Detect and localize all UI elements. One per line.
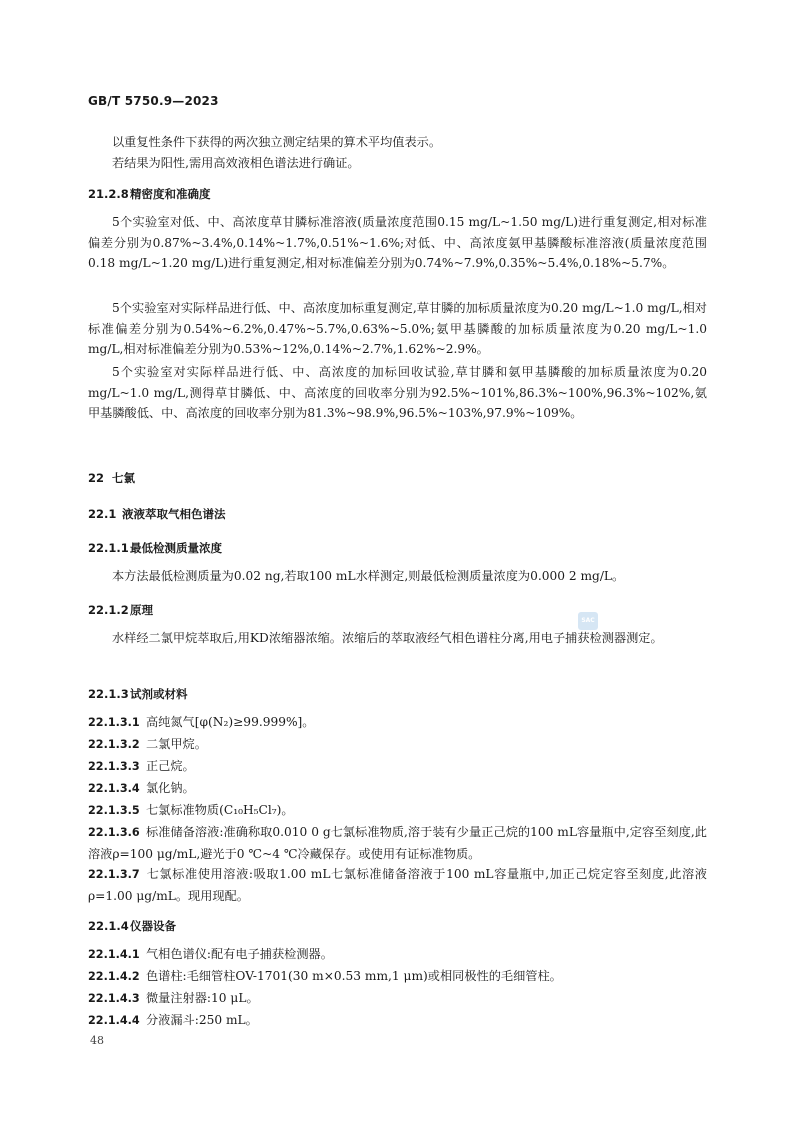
item-number: 22.1.4.1 — [88, 948, 140, 961]
paragraph: 5个实验室对实际样品进行低、中、高浓度加标重复测定,草甘膦的加标质量浓度为0.20 mg/L~1.0 mg/L,相对标准偏差分别为0.54%~6.2%,0.47%~5.7%,0.63%~5.0%;氨甲基膦酸的加标质量浓度为0.20 mg/L~1.0 mg/L,相对标准偏差分别为0.53%~12%,0.14%~2.7%,1.62%~2.9%。 — [88, 301, 707, 357]
section-heading — [88, 470, 707, 486]
item-number: 22.1.3.6 — [88, 826, 140, 839]
standard-code: GB/T 5750.9—2023 — [88, 94, 219, 108]
item-text: 标准储备溶液:准确称取0.010 0 g七氯标准物质,溶于装有少量正己烷的100 mL容量瓶中,定容至刻度,此溶液ρ=100 μg/mL,避光于0 ℃~4 ℃冷藏保存。或使用有证标准物质。 — [88, 825, 707, 861]
section-heading — [88, 602, 707, 618]
section-title: 原理 — [130, 603, 153, 617]
item-text: 高纯氮气[φ(N₂)≥99.999%]。 — [146, 715, 315, 729]
item-number: 22.1.4.2 — [88, 970, 140, 983]
page-number: 48 — [90, 1034, 104, 1047]
list-item — [88, 800, 765, 822]
section-title: 精密度和准确度 — [130, 187, 211, 201]
section-number: 22.1.1 — [88, 541, 129, 555]
text-line: 以重复性条件下获得的两次独立测定结果的算术平均值表示。 — [112, 135, 442, 149]
section-heading — [88, 918, 707, 934]
section-number: 22 — [88, 471, 105, 485]
list-item — [88, 822, 707, 864]
section-number: 22.1.2 — [88, 603, 129, 617]
list-item — [88, 864, 707, 906]
item-text: 气相色谱仪:配有电子捕获检测器。 — [146, 947, 333, 961]
section-title: 液液萃取气相色谱法 — [122, 507, 226, 521]
section-heading — [88, 540, 707, 556]
item-number: 22.1.3.1 — [88, 716, 140, 729]
section-title: 七氯 — [112, 471, 135, 485]
item-text: 正己烷。 — [146, 759, 195, 773]
item-text: 分液漏斗:250 mL。 — [146, 1013, 258, 1027]
section-title: 仪器设备 — [130, 919, 176, 933]
section-heading — [88, 686, 707, 702]
list-item — [88, 712, 765, 734]
list-item — [88, 1010, 765, 1032]
item-text: 二氯甲烷。 — [146, 737, 207, 751]
text-line: 若结果为阳性,需用高效液相色谱法进行确证。 — [112, 156, 360, 170]
section-heading — [88, 506, 707, 522]
item-number: 22.1.3.3 — [88, 760, 140, 773]
item-number: 22.1.3.4 — [88, 782, 140, 795]
list-item — [88, 988, 765, 1010]
section-heading — [88, 186, 707, 202]
item-text: 色谱柱:毛细管柱OV-1701(30 m×0.53 mm,1 μm)或相同极性的毛细管柱。 — [146, 969, 562, 983]
sac-watermark-logo: SAC — [578, 612, 598, 630]
item-number: 22.1.4.4 — [88, 1014, 140, 1027]
section-number: 22.1 — [88, 507, 117, 521]
section-number: 21.2.8 — [88, 187, 129, 201]
item-text: 氯化钠。 — [146, 781, 195, 795]
paragraph: 本方法最低检测质量为0.02 ng,若取100 mL水样测定,则最低检测质量浓度为0.000 2 mg/L。 — [112, 569, 625, 583]
section-number: 22.1.3 — [88, 687, 129, 701]
item-text: 七氯标准使用溶液:吸取1.00 mL七氯标准储备溶液于100 mL容量瓶中,加正己烷定容至刻度,此溶液ρ=1.00 μg/mL。现用现配。 — [88, 867, 707, 903]
list-item — [88, 734, 765, 756]
list-item — [88, 778, 765, 800]
section-title: 试剂或材料 — [130, 687, 188, 701]
paragraph: 水样经二氯甲烷萃取后,用KD浓缩器浓缩。浓缩后的萃取液经气相色谱柱分离,用电子捕获检测器测定。 — [112, 631, 663, 645]
list-item — [88, 944, 765, 966]
item-number: 22.1.3.5 — [88, 804, 140, 817]
list-item — [88, 756, 765, 778]
paragraph: 5个实验室对低、中、高浓度草甘膦标准溶液(质量浓度范围0.15 mg/L~1.50 mg/L)进行重复测定,相对标准偏差分别为0.87%~3.4%,0.14%~1.7%,0.51%~1.6%;对低、中、高浓度氨甲基膦酸标准溶液(质量浓度范围0.18 mg/L~1.20 mg/L)进行重复测定,相对标准偏差分别为0.74%~7.9%,0.35%~5.4%,0.18%~5.7%。 — [88, 215, 707, 271]
section-number: 22.1.4 — [88, 919, 129, 933]
list-item — [88, 966, 765, 988]
section-title: 最低检测质量浓度 — [130, 541, 222, 555]
paragraph: 5个实验室对实际样品进行低、中、高浓度的加标回收试验,草甘膦和氨甲基膦酸的加标质量浓度为0.20 mg/L~1.0 mg/L,测得草甘膦低、中、高浓度的回收率分别为92.5%~101%,86.3%~100%,96.3%~102%,氨甲基膦酸低、中、高浓度的回收率分别为81.3%~98.9%,96.5%~103%,97.9%~109%。 — [88, 365, 707, 421]
item-number: 22.1.3.2 — [88, 738, 140, 751]
item-number: 22.1.4.3 — [88, 992, 140, 1005]
item-number: 22.1.3.7 — [88, 868, 140, 881]
item-text: 七氯标准物质(C₁₀H₅Cl₇)。 — [146, 803, 294, 817]
item-text: 微量注射器:10 μL。 — [146, 991, 259, 1005]
